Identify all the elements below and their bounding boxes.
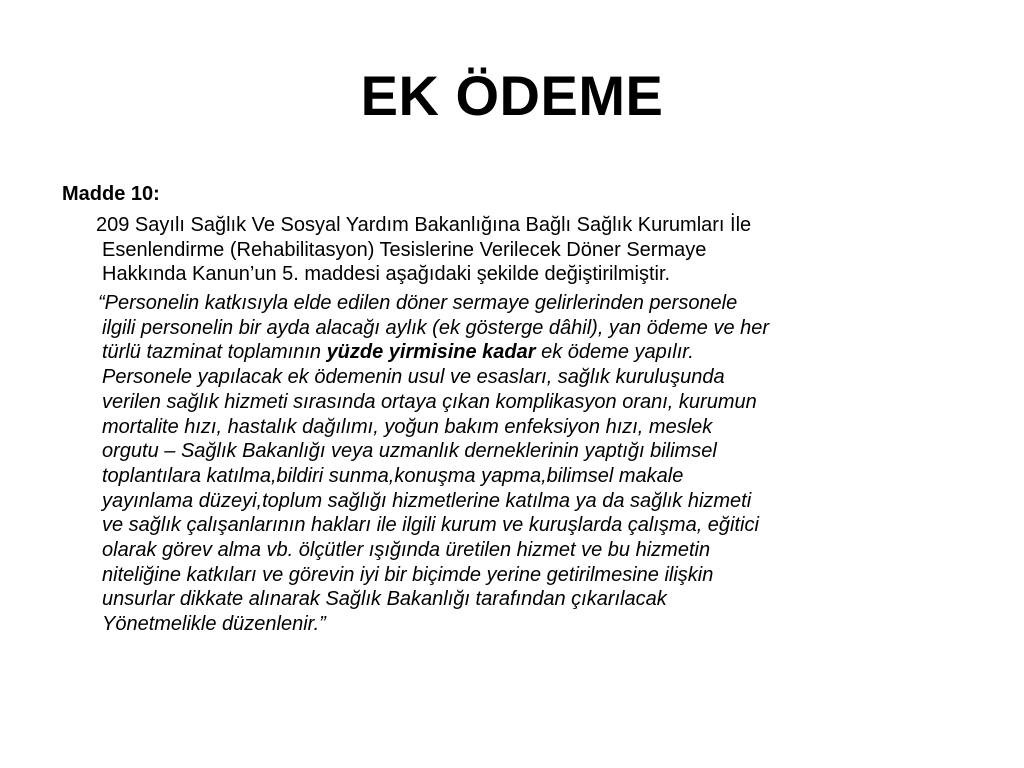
quote-line: olarak görev alma vb. ölçütler ışığında üretilen hizmet ve bu hizmetin — [102, 539, 711, 562]
quote-text: türlü tazminat toplamının — [102, 341, 327, 364]
intro-line: Hakkında Kanun’un 5. maddesi aşağıdaki şekilde değiştirilmiştir. — [102, 263, 671, 285]
quote-line: yayınlama düzeyi,toplum sağlığı hizmetlerine katılma ya da sağlık hizmeti — [102, 489, 752, 512]
intro-line: 209 Sayılı Sağlık Ve Sosyal Yardım Bakanlığına Bağlı Sağlık Kurumları İle — [96, 214, 752, 236]
article-heading: Madde 10: — [62, 183, 160, 205]
quote-text: ek ödeme yapılır. — [535, 341, 694, 364]
quote-line: Personele yapılacak ek ödemenin usul ve esasları, sağlık kuruluşunda — [102, 366, 725, 389]
quote-line: verilen sağlık hizmeti sırasında ortaya çıkan komplikasyon oranı, kurumun — [102, 390, 757, 413]
quote-line-with-emphasis — [102, 340, 982, 365]
slide-title: EK ÖDEME — [360, 64, 664, 127]
quote-line: ve sağlık çalışanlarının hakları ile ilgili kurum ve kuruşlarda çalışma, eğitici — [102, 514, 759, 537]
quote-line: mortalite hızı, hastalık dağılımı, yoğun bakım enfeksiyon hızı, meslek — [102, 415, 713, 438]
quote-line: ilgili personelin bir ayda alacağı aylık (ek gösterge dâhil), yan ödeme ve her — [102, 316, 770, 339]
intro-line: Esenlendirme (Rehabilitasyon) Tesislerine Verilecek Döner Sermaye — [102, 238, 707, 261]
quoted-regulation-text — [98, 291, 982, 637]
emphasized-rate-text: yüzde yirmisine kadar — [326, 341, 536, 364]
quote-line: niteliğine katkıları ve görevin iyi bir biçimde yerine getirilmesine ilişkin — [102, 563, 714, 586]
quote-line: unsurlar dikkate alınarak Sağlık Bakanlığı tarafından çıkarılacak — [102, 588, 667, 611]
intro-paragraph — [96, 213, 982, 287]
quote-line: toplantılara katılma,bildiri sunma,konuşma yapma,bilimsel makale — [102, 464, 684, 487]
quote-line: orgutu – Sağlık Bakanlığı veya uzmanlık derneklerinin yaptığı bilimsel — [102, 440, 717, 463]
quote-line: “Personelin katkısıyla elde edilen döner sermaye gelirlerinden personele — [98, 292, 738, 314]
quote-line: Yönetmelikle düzenlenir.” — [102, 613, 326, 636]
